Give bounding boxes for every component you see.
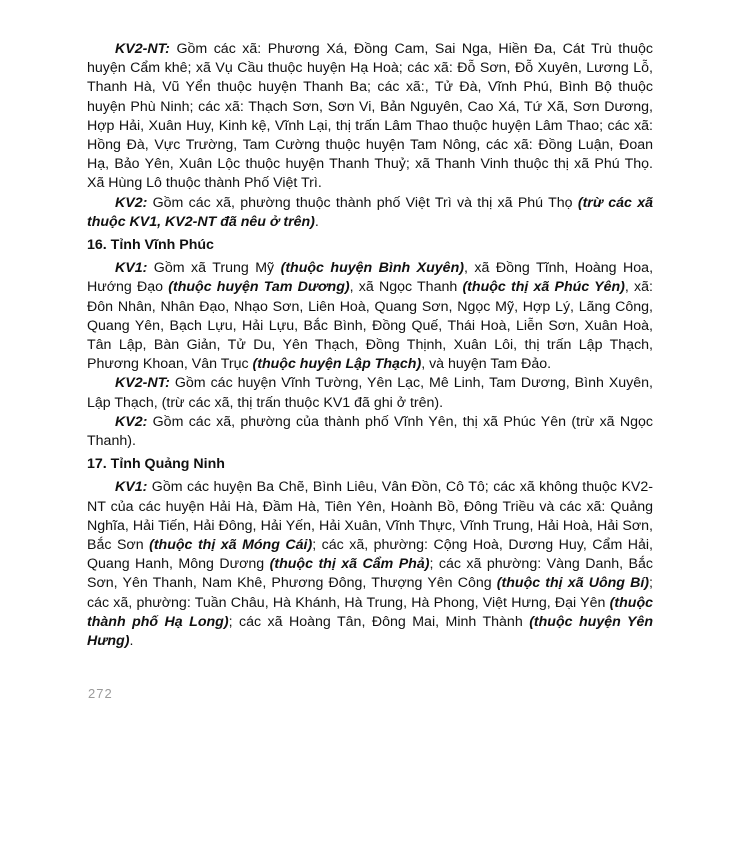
paragraph-text: , xã Ngọc Thanh xyxy=(349,279,463,296)
zone-label: KV2: xyxy=(115,413,148,430)
paragraph-text: Gồm các huyện Vĩnh Tường, Yên Lạc, Mê Linh, Tam Dương, Bình Xuyên, Lập Thạch, (trừ các xã, thị trấn thuộc KV1 đã ghi ở trên). xyxy=(87,375,653,411)
emphasis-text: (thuộc thị xã Phúc Yên) xyxy=(462,279,625,296)
paragraph-text: Gồm các xã, phường của thành phố Vĩnh Yên, thị xã Phúc Yên (trừ xã Ngọc Thanh). xyxy=(87,413,653,450)
paragraph-kv2-vinh-phuc xyxy=(87,413,653,451)
paragraph-text: ; các xã Hoàng Tân, Đông Mai, Minh Thành xyxy=(228,613,530,630)
emphasis-text: (thuộc huyện Yên Hưng) xyxy=(87,613,654,650)
emphasis-text: (thuộc huyện Bình Xuyên) xyxy=(280,260,464,277)
emphasis-text: (thuộc huyện Lập Thạch) xyxy=(252,356,422,373)
paragraph-text: ; các xã phường: Vàng Danh, Bắc Sơn, Yên Thanh, Nam Khê, Phương Đông, Thượng Yên Công xyxy=(87,556,653,592)
paragraph-text: Gồm các xã, phường thuộc thành phố Việt Trì và thị xã Phú Thọ xyxy=(147,194,578,211)
paragraph-text: Gồm các xã: Phương Xá, Đồng Cam, Sai Nga, Hiền Đa, Cát Trù thuộc huyện Cẩm khê; xã Vụ Cầu thuộc huyện Hạ Hoà; các xã: Đỗ Sơn, Đỗ Xuyên, Lương Lỗ, Thanh Hà, Vũ Yển thuộc huyện Thanh Ba; các xã:, Tử Đà, Vĩnh Phú, Bình Bộ thuộc huyện Phù Ninh; các xã: Thạch Sơn, Sơn Vi, Bản Nguyên, Cao Xá, Tứ Xã, Sơn Dương, Hợp Hải, Xuân Huy, Kinh kệ, Vĩnh Lại, thị trấn Lâm Thao thuộc huyện Lâm Thao; các xã: Hồng Đà, Vực Trường, Tam Cường thuộc huyện Tam Nông, các xã: Đồng Luận, Đoan Hạ, Bảo Yên, Xuân Lộc thuộc huyện Thanh Thuỷ; xã Thanh Vinh thuộc thị xã Phú Thọ. Xã Hùng Lô thuộc thành Phố Việt Trì. xyxy=(87,41,653,192)
paragraph-text: ; các xã, phường: Tuần Châu, Hà Khánh, Hà Trung, Hà Phong, Việt Hưng, Đại Yên xyxy=(87,575,653,611)
paragraph-kv1-quang-ninh xyxy=(87,478,653,651)
section-heading-quang-ninh: 17. Tỉnh Quảng Ninh xyxy=(87,456,225,473)
paragraph-kv2-phu-tho xyxy=(87,194,653,232)
emphasis-text: (trừ các xã thuộc KV1, KV2-NT đã nêu ở trên) xyxy=(87,194,653,230)
zone-label: KV1: xyxy=(115,479,148,496)
emphasis-text: (thuộc thị xã Uông Bí) xyxy=(496,575,650,592)
page-number: 272 xyxy=(88,686,113,701)
paragraph-text: , xã Đồng Tĩnh, Hoàng Hoa, Hướng Đạo xyxy=(87,260,654,296)
paragraph-kv2nt-phu-tho xyxy=(87,40,653,194)
zone-label: KV1: xyxy=(115,260,148,277)
emphasis-text: (thuộc thị xã Cẩm Phả) xyxy=(269,556,430,573)
paragraph-text: . xyxy=(314,213,319,230)
paragraph-text: Gồm các huyện Ba Chẽ, Bình Liêu, Vân Đồn, Cô Tô; các xã không thuộc KV2-NT của các huyện Hải Hà, Đầm Hà, Tiên Yên, Hoành Bồ, Đông Triều và các xã: Quảng Nghĩa, Hải Tiến, Hải Đông, Hải Yến, Hải Xuân, Vĩnh Thực, Vĩnh Trung, Hải Hoà, Hải Sơn, Bắc Sơn xyxy=(87,479,653,554)
paragraph-text: Gồm xã Trung Mỹ xyxy=(147,260,281,277)
paragraph-text: . xyxy=(129,633,134,650)
document-page xyxy=(87,40,653,651)
emphasis-text: (thuộc thành phố Hạ Long) xyxy=(87,594,653,630)
zone-label: KV2-NT: xyxy=(115,41,170,57)
paragraph-kv2nt-vinh-phuc xyxy=(87,374,653,412)
section-heading-vinh-phuc: 16. Tỉnh Vĩnh Phúc xyxy=(87,237,214,254)
emphasis-text: (thuộc huyện Tam Dương) xyxy=(168,279,350,296)
paragraph-text: , xã: Đôn Nhân, Nhân Đạo, Nhạo Sơn, Liên Hoà, Quang Sơn, Ngọc Mỹ, Hợp Lý, Lãng Công, Quang Yên, Bạch Lựu, Hải Lựu, Bắc Bình, Đồng Quế, Thái Hoà, Liễn Sơn, Xuân Hoà, Tân Lập, Bàn Giản, Tử Du, Yên Thạch, Đồng Thịnh, Xuân Lôi, thị trấn Lập Thạch, Phương Khoan, Vân Trục xyxy=(87,279,653,373)
paragraph-text: , và huyện Tam Đảo. xyxy=(421,356,552,373)
zone-label: KV2-NT: xyxy=(115,375,170,392)
paragraph-text: ; các xã, phường: Cộng Hoà, Dương Huy, Cẩm Hải, Quang Hanh, Mông Dương xyxy=(87,537,653,573)
emphasis-text: (thuộc thị xã Móng Cái) xyxy=(149,537,313,554)
zone-label: KV2: xyxy=(115,194,148,211)
paragraph-kv1-vinh-phuc xyxy=(87,259,653,374)
